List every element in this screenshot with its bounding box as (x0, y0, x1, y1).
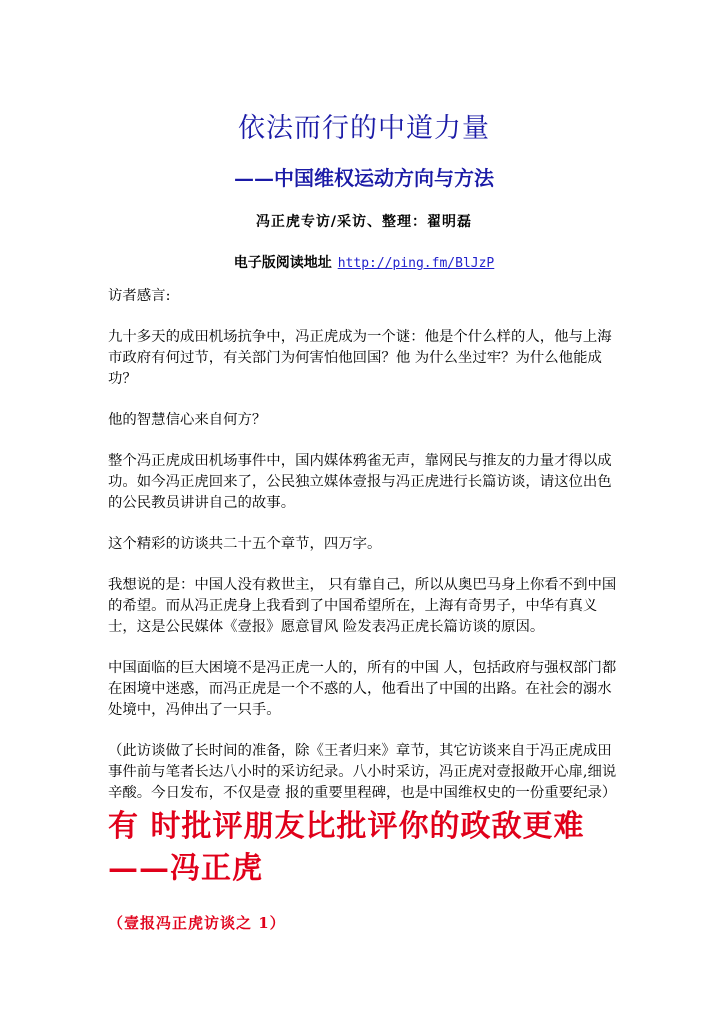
section-heading-line2: ——冯正虎 (108, 851, 263, 886)
section-subheading: （壹报冯正虎访谈之 1） (108, 914, 286, 932)
ebook-link[interactable]: http://ping.fm/BlJzP (337, 256, 495, 271)
paragraph: 中国面临的巨大困境不是冯正虎一人的，所有的中国 人，包括政府与强权部门都在困境中迷惑，而冯正虎是一个不惑的人，他看出了中国的出路。在社会的溺水处境中，冯伸出了一只手。 (108, 660, 617, 718)
paragraph: （此访谈做了长时间的准备，除《王者归来》章节，其它访谈来自于冯正虎成田事件前与笔者长达八小时的采访纪录。八小时采访，冯正虎对壹报敞开心扉,细说辛酸。今日发布，不仅是壹 报的重要里程碑，也是中国维权史的一份重要纪录） (108, 743, 617, 801)
paragraph: 整个冯正虎成田机场事件中，国内媒体鸦雀无声，靠网民与推友的力量才得以成 功。如今冯正虎回来了，公民独立媒体壹报与冯正虎进行长篇访谈，请这位出色的公民教员讲讲自己的故事。 (108, 453, 612, 511)
byline: 冯正虎专访/采访、整理：翟明磊 (255, 214, 473, 230)
document-title: 依法而行的中道力量 (238, 113, 490, 144)
paragraph: 我想说的是：中国人没有救世主， 只有靠自己，所以从奥巴马身上你看不到中国的希望。而从冯正虎身上我看到了中国希望所在，上海有奇男子，中华有真义士，这是公民媒体《壹报》愿意冒风 险发表冯正虎长篇访谈的原因。 (108, 577, 617, 635)
ebook-line (0, 252, 728, 272)
paragraph-intro-label: 访者感言: (108, 288, 171, 304)
paragraph: 这个精彩的访谈共二十五个章节，四万字。 (108, 536, 382, 552)
section-heading (108, 806, 648, 890)
section-heading-line1: 有 时批评朋友比批评你的政敌更难 (108, 809, 585, 844)
paragraph: 九十多天的成田机场抗争中，冯正虎成为一个谜：他是个什么样的人，他与上海市政府有何过节，有关部门为何害怕他回国？他 为什么坐过牢？为什么他能成功？ (108, 329, 612, 387)
ebook-label: 电子版阅读地址 (233, 255, 332, 271)
paragraph: 他的智慧信心来自何方？ (108, 412, 267, 428)
body-text (108, 286, 626, 824)
document-subtitle: ——中国维权运动方向与方法 (234, 166, 494, 190)
